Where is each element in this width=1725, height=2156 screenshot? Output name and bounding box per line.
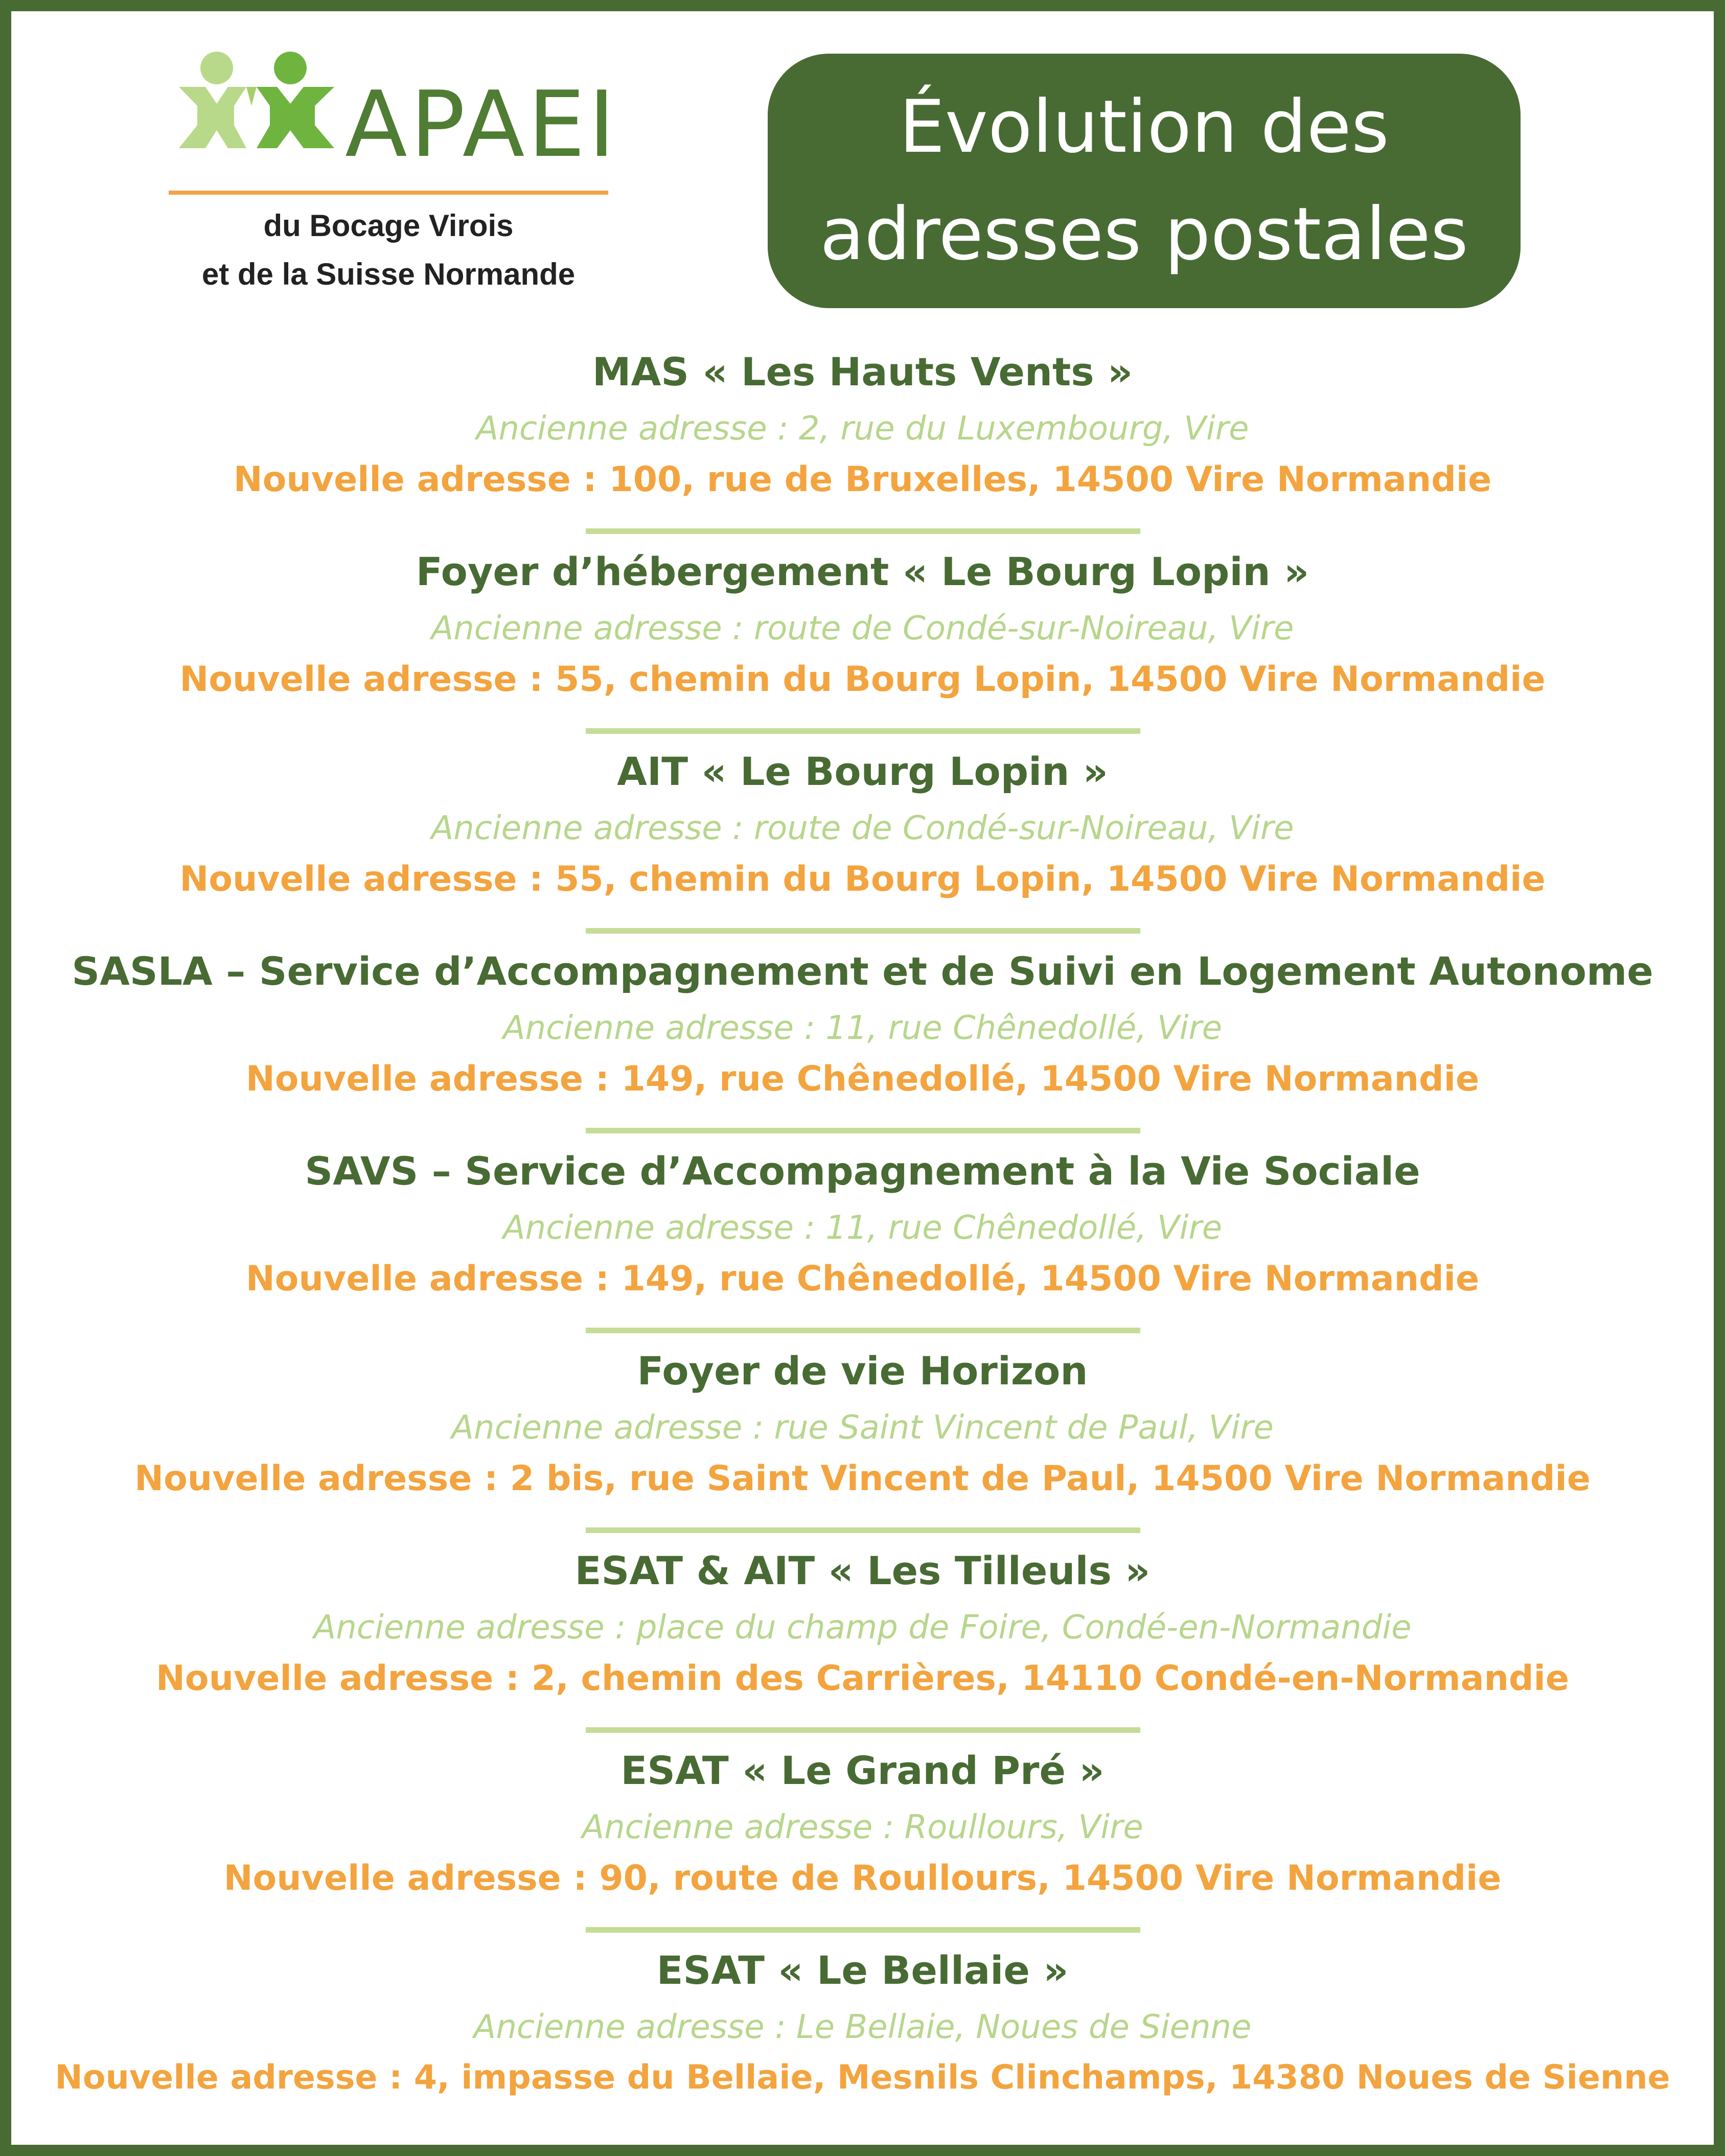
address-entry bbox=[0, 1741, 1725, 1941]
entry-name: Foyer d’hébergement « Le Bourg Lopin » bbox=[416, 549, 1309, 594]
logo-wordmark: APAEI bbox=[345, 72, 618, 177]
logo-subtitle-line1: du Bocage Virois bbox=[263, 208, 514, 243]
entry-new-address: Nouvelle adresse : 2, chemin des Carrières, 14110 Condé-en-Normandie bbox=[156, 1658, 1569, 1699]
divider bbox=[586, 528, 1140, 534]
entry-new-address: Nouvelle adresse : 90, route de Roullours, 14500 Vire Normandie bbox=[223, 1858, 1502, 1898]
entry-name: AIT « Le Bourg Lopin » bbox=[617, 749, 1108, 794]
address-entry bbox=[0, 542, 1725, 742]
entry-old-address: Ancienne adresse : 2, rue du Luxembourg, Vire bbox=[476, 410, 1249, 448]
entry-name: Foyer de vie Horizon bbox=[637, 1348, 1088, 1394]
address-entry bbox=[0, 1142, 1725, 1341]
entry-name: SASLA – Service d’Accompagnement et de Suivi en Logement Autonome bbox=[72, 948, 1653, 994]
address-list bbox=[0, 342, 1725, 2141]
entry-old-address: Ancienne adresse : place du champ de Foire, Condé-en-Normandie bbox=[313, 1609, 1412, 1647]
entry-name: ESAT « Le Bellaie » bbox=[656, 1948, 1069, 1993]
people-figures-icon bbox=[170, 49, 343, 181]
address-entry bbox=[0, 1941, 1725, 2141]
divider bbox=[586, 1727, 1140, 1733]
logo-divider bbox=[169, 191, 608, 195]
title-line-2: adresses postales bbox=[820, 192, 1468, 276]
entry-name: ESAT & AIT « Les Tilleuls » bbox=[574, 1548, 1151, 1593]
divider bbox=[586, 1927, 1140, 1933]
address-entry bbox=[0, 942, 1725, 1142]
entry-old-address: Ancienne adresse : 11, rue Chênedollé, Vire bbox=[502, 1009, 1223, 1047]
address-entry bbox=[0, 1341, 1725, 1541]
address-entry bbox=[0, 1541, 1725, 1741]
entry-old-address: Ancienne adresse : Roullours, Vire bbox=[582, 1809, 1143, 1846]
entry-new-address: Nouvelle adresse : 149, rue Chênedollé, 14500 Vire Normandie bbox=[245, 1059, 1480, 1099]
entry-new-address: Nouvelle adresse : 149, rue Chênedollé, 14500 Vire Normandie bbox=[245, 1259, 1480, 1299]
divider bbox=[586, 1328, 1140, 1333]
entry-name: SAVS – Service d’Accompagnement à la Vie Sociale bbox=[305, 1148, 1420, 1194]
entry-old-address: Ancienne adresse : Le Bellaie, Noues de Sienne bbox=[473, 2008, 1252, 2046]
entry-new-address: Nouvelle adresse : 55, chemin du Bourg Lopin, 14500 Vire Normandie bbox=[179, 659, 1546, 700]
logo-subtitle-line2: et de la Suisse Normande bbox=[201, 257, 576, 291]
title-banner bbox=[768, 54, 1521, 308]
apaei-logo bbox=[164, 49, 618, 294]
entry-name: MAS « Les Hauts Vents » bbox=[592, 349, 1133, 395]
entry-new-address: Nouvelle adresse : 4, impasse du Bellaie, Mesnils Clinchamps, 14380 Noues de Sienne bbox=[55, 2058, 1670, 2097]
entry-old-address: Ancienne adresse : route de Condé-sur-Noireau, Vire bbox=[431, 809, 1294, 847]
title-line-1: Évolution des bbox=[899, 84, 1389, 169]
divider bbox=[586, 728, 1140, 734]
entry-old-address: Ancienne adresse : rue Saint Vincent de Paul, Vire bbox=[451, 1409, 1274, 1447]
entry-new-address: Nouvelle adresse : 2 bis, rue Saint Vincent de Paul, 14500 Vire Normandie bbox=[134, 1458, 1591, 1499]
entry-new-address: Nouvelle adresse : 55, chemin du Bourg Lopin, 14500 Vire Normandie bbox=[179, 859, 1546, 899]
divider bbox=[586, 928, 1140, 934]
entry-new-address: Nouvelle adresse : 100, rue de Bruxelles, 14500 Vire Normandie bbox=[233, 459, 1492, 500]
divider bbox=[586, 1128, 1140, 1133]
entry-old-address: Ancienne adresse : route de Condé-sur-Noireau, Vire bbox=[431, 610, 1294, 647]
address-entry bbox=[0, 342, 1725, 542]
entry-name: ESAT « Le Grand Pré » bbox=[620, 1748, 1105, 1793]
address-entry bbox=[0, 742, 1725, 942]
entry-old-address: Ancienne adresse : 11, rue Chênedollé, Vire bbox=[502, 1209, 1223, 1247]
divider bbox=[586, 1527, 1140, 1533]
